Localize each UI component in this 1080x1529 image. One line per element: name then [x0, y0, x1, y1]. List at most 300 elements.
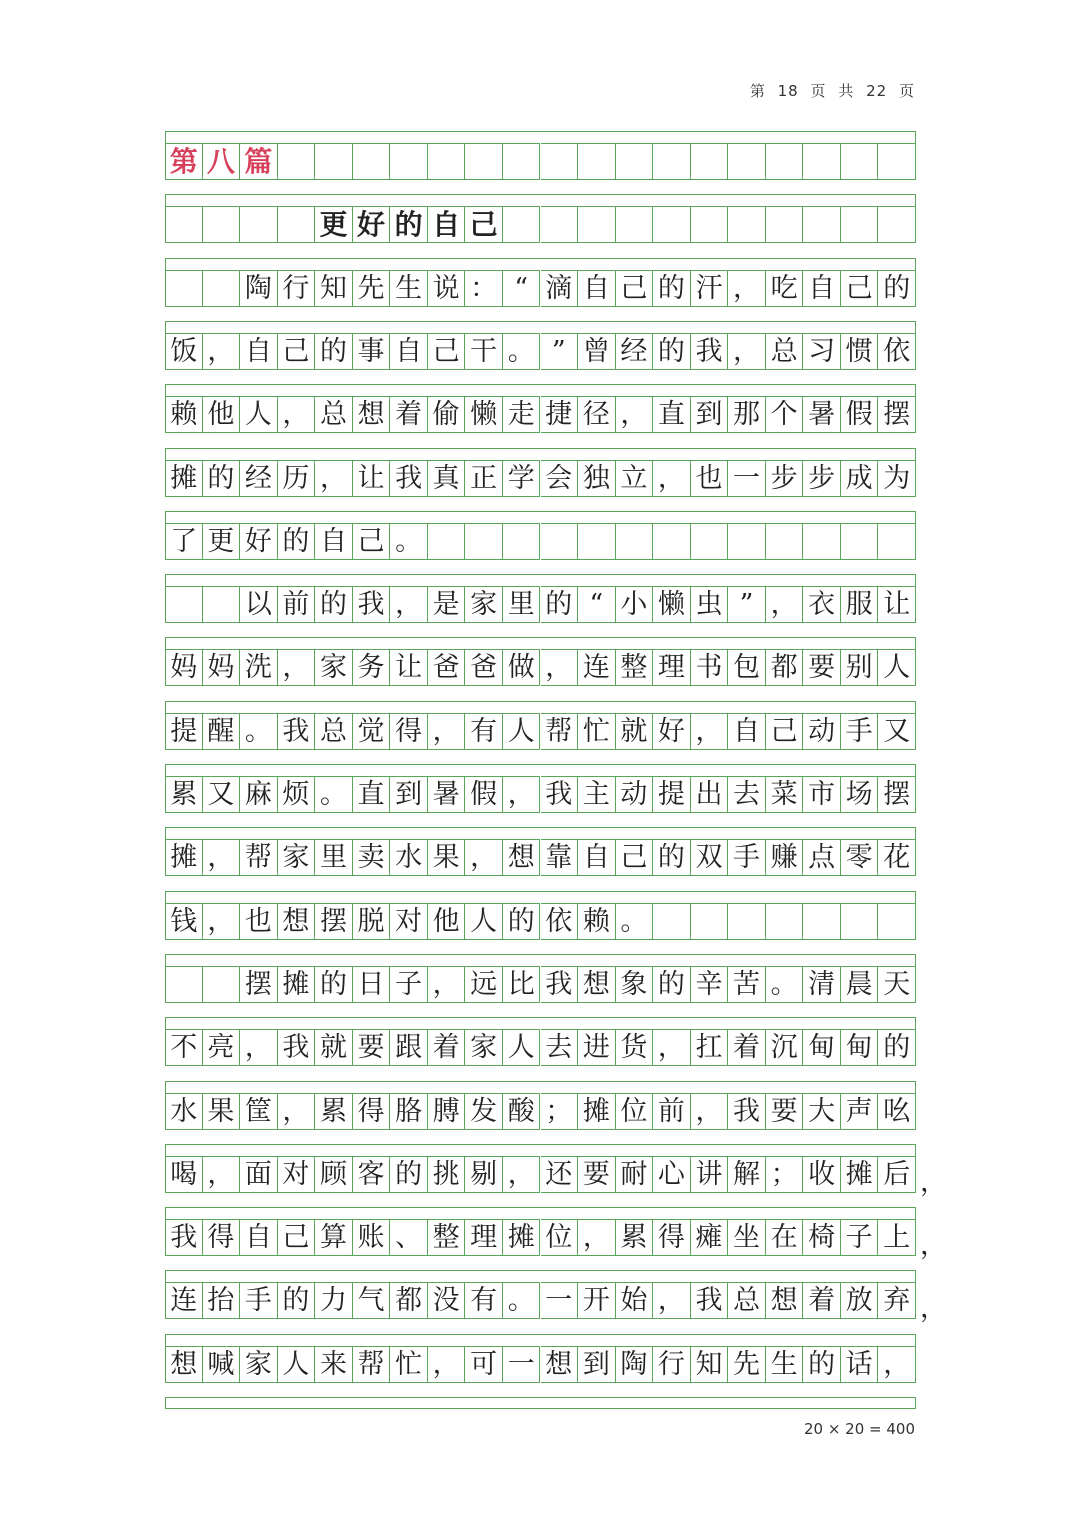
grid-cell: 家 [465, 586, 503, 623]
grid-cell: 赚 [766, 839, 804, 876]
grid-cell: 坐 [728, 1219, 766, 1256]
grid-cell: 学 [503, 460, 541, 497]
grid-cell: 点 [803, 839, 841, 876]
grid-cell: 总 [315, 713, 353, 750]
grid-cell: 说 [428, 270, 466, 307]
grid-cell: 吃 [766, 270, 804, 307]
grid-row [165, 143, 916, 180]
grid-cell: ， [578, 1219, 616, 1256]
grid-cell: 是 [428, 586, 466, 623]
grid-cell: 累 [616, 1219, 654, 1256]
grid-cell: 我 [165, 1219, 203, 1256]
grid-cell: 的 [278, 523, 316, 560]
grid-cell: 。 [503, 333, 541, 370]
grid-cell: 得 [390, 713, 428, 750]
grid-cell: 。 [315, 776, 353, 813]
grid-cell: 家 [465, 1029, 503, 1066]
grid-row-separator [165, 1081, 916, 1093]
grid-cell: 就 [315, 1029, 353, 1066]
grid-cell: 摊 [165, 460, 203, 497]
page-label: 页 [810, 82, 827, 100]
grid-cell: 在 [766, 1219, 804, 1256]
grid-cell: 的 [878, 1029, 916, 1066]
grid-cell: 觉 [353, 713, 391, 750]
grid-cell: 甸 [803, 1029, 841, 1066]
page-label: 共 [838, 82, 855, 100]
grid-cell: 摊 [841, 1156, 879, 1193]
page-label: 页 [898, 82, 915, 100]
grid-cell: 妈 [203, 649, 241, 686]
grid-cell [465, 523, 503, 560]
grid-row-separator [165, 448, 916, 460]
grid-cell: ， [653, 1029, 691, 1066]
grid-cell: 偷 [428, 396, 466, 433]
grid-cell: 花 [878, 839, 916, 876]
grid-cell: 第 [165, 143, 203, 180]
grid-cell: 走 [503, 396, 541, 433]
grid-cell: 先 [353, 270, 391, 307]
grid-cell: 也 [240, 903, 278, 940]
grid-bottom-border [165, 1397, 916, 1409]
grid-cell: 我 [728, 1093, 766, 1130]
grid-cell: 主 [578, 776, 616, 813]
grid-cell: 我 [541, 776, 579, 813]
grid-cell: ， [653, 1282, 691, 1319]
grid-cell: 甸 [841, 1029, 879, 1066]
grid-cell: 远 [465, 966, 503, 1003]
grid-cell: 步 [766, 460, 804, 497]
grid-cell: 提 [653, 776, 691, 813]
grid-cell: ， [203, 839, 241, 876]
grid-row-separator [165, 701, 916, 713]
grid-cell: ， [503, 1156, 541, 1193]
grid-cell: “ [578, 586, 616, 623]
grid-cell [503, 143, 541, 180]
grid-row [165, 839, 916, 876]
grid-cell: 滴 [541, 270, 579, 307]
grid-cell: 心 [653, 1156, 691, 1193]
composition-grid [165, 131, 947, 1398]
grid-cell: 累 [165, 776, 203, 813]
grid-cell: 子 [841, 1219, 879, 1256]
grid-cell [616, 206, 654, 243]
grid-cell: 他 [428, 903, 466, 940]
grid-cell: 直 [653, 396, 691, 433]
grid-cell: 后 [878, 1156, 916, 1193]
grid-cell: 。 [390, 523, 428, 560]
grid-cell [766, 903, 804, 940]
grid-cell: 饭 [165, 333, 203, 370]
grid-cell: 得 [353, 1093, 391, 1130]
grid-cell: 忙 [390, 1346, 428, 1383]
grid-cell [616, 143, 654, 180]
grid-cell: ， [503, 776, 541, 813]
grid-cell: 面 [240, 1156, 278, 1193]
grid-cell: 汗 [691, 270, 729, 307]
grid-cell: 为 [878, 460, 916, 497]
grid-cell [728, 523, 766, 560]
grid-cell: 的 [390, 1156, 428, 1193]
grid-cell: 象 [616, 966, 654, 1003]
grid-cell: 膊 [428, 1093, 466, 1130]
grid-cell: 更 [315, 206, 353, 243]
grid-cell: 的 [315, 333, 353, 370]
grid-cell: 人 [503, 713, 541, 750]
grid-cell [691, 903, 729, 940]
grid-cell [691, 523, 729, 560]
grid-cell: 好 [353, 206, 391, 243]
grid-cell: 生 [766, 1346, 804, 1383]
grid-cell: 了 [165, 523, 203, 560]
grid-row [165, 460, 916, 497]
grid-cell: ， [390, 586, 428, 623]
grid-cell: 连 [165, 1282, 203, 1319]
grid-cell: 小 [616, 586, 654, 623]
grid-cell: 又 [878, 713, 916, 750]
grid-cell: 有 [465, 1282, 503, 1319]
grid-cell [240, 206, 278, 243]
grid-cell [203, 586, 241, 623]
grid-cell: 己 [616, 270, 654, 307]
grid-cell: 的 [315, 966, 353, 1003]
grid-cell: 果 [203, 1093, 241, 1130]
grid-cell: 又 [203, 776, 241, 813]
grid-cell: 亮 [203, 1029, 241, 1066]
grid-cell: 别 [841, 649, 879, 686]
grid-cell: 依 [878, 333, 916, 370]
grid-row-separator [165, 574, 916, 586]
grid-cell: 双 [691, 839, 729, 876]
grid-cell: 讲 [691, 1156, 729, 1193]
grid-cell: ： [465, 270, 503, 307]
grid-cell: 提 [165, 713, 203, 750]
grid-cell: 苦 [728, 966, 766, 1003]
grid-cell: 包 [728, 649, 766, 686]
grid-cell: 的 [653, 966, 691, 1003]
overflow-punctuation: ， [920, 1166, 947, 1198]
grid-cell: 篇 [240, 143, 278, 180]
grid-cell: ， [465, 839, 503, 876]
grid-cell: 己 [278, 1219, 316, 1256]
grid-cell: 书 [691, 649, 729, 686]
grid-cell [653, 903, 691, 940]
grid-cell: 让 [390, 649, 428, 686]
grid-cell: 的 [878, 270, 916, 307]
grid-cell: 忙 [578, 713, 616, 750]
grid-cell: 假 [465, 776, 503, 813]
grid-cell [878, 903, 916, 940]
grid-cell: 去 [541, 1029, 579, 1066]
grid-cell: 大 [803, 1093, 841, 1130]
grid-cell: 瘫 [691, 1219, 729, 1256]
grid-cell: ” [728, 586, 766, 623]
grid-cell: ， [428, 1346, 466, 1383]
grid-cell: 位 [616, 1093, 654, 1130]
grid-cell: 日 [353, 966, 391, 1003]
grid-cell: 收 [803, 1156, 841, 1193]
grid-cell: 整 [428, 1219, 466, 1256]
grid-cell: 经 [240, 460, 278, 497]
grid-cell: 就 [616, 713, 654, 750]
grid-row-separator [165, 384, 916, 396]
grid-cell: 假 [841, 396, 879, 433]
grid-cell: 我 [353, 586, 391, 623]
grid-cell: 到 [578, 1346, 616, 1383]
grid-cell: 烦 [278, 776, 316, 813]
grid-cell: 先 [728, 1346, 766, 1383]
grid-cell: 我 [390, 460, 428, 497]
grid-cell: 一 [541, 1282, 579, 1319]
grid-cell: 解 [728, 1156, 766, 1193]
grid-cell [165, 966, 203, 1003]
grid-cell [578, 143, 616, 180]
grid-cell: 喊 [203, 1346, 241, 1383]
grid-cell [766, 523, 804, 560]
grid-cell: 清 [803, 966, 841, 1003]
grid-cell: 爸 [428, 649, 466, 686]
grid-row-separator [165, 954, 916, 966]
grid-cell: 摆 [315, 903, 353, 940]
grid-cell: 帮 [240, 839, 278, 876]
grid-cell: 里 [503, 586, 541, 623]
grid-cell: 陶 [240, 270, 278, 307]
grid-cell: 醒 [203, 713, 241, 750]
grid-cell: 剔 [465, 1156, 503, 1193]
grid-cell: 还 [541, 1156, 579, 1193]
grid-cell: 脱 [353, 903, 391, 940]
grid-row [165, 1093, 916, 1130]
grid-count-footer: 20 × 20 = 400 [803, 1420, 915, 1438]
grid-row-separator [165, 1144, 916, 1156]
grid-cell: 经 [616, 333, 654, 370]
grid-cell: 可 [465, 1346, 503, 1383]
grid-cell: 立 [616, 460, 654, 497]
grid-cell: 家 [240, 1346, 278, 1383]
grid-cell: 会 [541, 460, 579, 497]
grid-cell: 自 [428, 206, 466, 243]
grid-row [165, 903, 916, 940]
grid-cell: 成 [841, 460, 879, 497]
grid-cell: 手 [841, 713, 879, 750]
grid-cell: 着 [803, 1282, 841, 1319]
grid-cell: 我 [278, 713, 316, 750]
grid-cell: 赖 [165, 396, 203, 433]
grid-cell: 一 [503, 1346, 541, 1383]
grid-cell: ， [653, 460, 691, 497]
grid-cell: 惯 [841, 333, 879, 370]
grid-cell: 菜 [766, 776, 804, 813]
grid-cell: 手 [240, 1282, 278, 1319]
grid-cell: 正 [465, 460, 503, 497]
grid-cell: 曾 [578, 333, 616, 370]
grid-cell: 连 [578, 649, 616, 686]
grid-cell [841, 143, 879, 180]
grid-cell: 累 [315, 1093, 353, 1130]
grid-cell: 干 [465, 333, 503, 370]
grid-cell: 摊 [278, 966, 316, 1003]
grid-cell [203, 206, 241, 243]
grid-cell: 的 [278, 1282, 316, 1319]
grid-cell: 想 [278, 903, 316, 940]
grid-cell: 手 [728, 839, 766, 876]
grid-cell: 自 [728, 713, 766, 750]
grid-cell: 要 [803, 649, 841, 686]
grid-cell [803, 523, 841, 560]
grid-cell [653, 143, 691, 180]
grid-row-separator [165, 1270, 916, 1282]
grid-cell: 的 [315, 586, 353, 623]
grid-row-separator [165, 1207, 916, 1219]
grid-cell: 出 [691, 776, 729, 813]
grid-cell: 人 [465, 903, 503, 940]
grid-cell: ， [203, 333, 241, 370]
grid-cell: 来 [315, 1346, 353, 1383]
grid-cell: 自 [240, 1219, 278, 1256]
grid-cell: 己 [353, 523, 391, 560]
grid-cell: 历 [278, 460, 316, 497]
grid-cell: ， [728, 270, 766, 307]
grid-cell [803, 143, 841, 180]
grid-cell: 爸 [465, 649, 503, 686]
grid-cell: ； [766, 1156, 804, 1193]
grid-cell: ， [616, 396, 654, 433]
grid-cell [353, 143, 391, 180]
grid-cell: 己 [766, 713, 804, 750]
page-number [744, 80, 915, 101]
grid-cell [766, 143, 804, 180]
grid-cell [165, 270, 203, 307]
grid-cell: ， [278, 396, 316, 433]
grid-cell: 。 [766, 966, 804, 1003]
grid-cell: 的 [653, 839, 691, 876]
grid-cell [165, 206, 203, 243]
grid-cell: 前 [653, 1093, 691, 1130]
grid-cell [428, 143, 466, 180]
grid-cell: 自 [240, 333, 278, 370]
grid-cell: 衣 [803, 586, 841, 623]
grid-cell: 妈 [165, 649, 203, 686]
grid-cell: ， [541, 649, 579, 686]
grid-cell: 的 [503, 903, 541, 940]
grid-cell: 发 [465, 1093, 503, 1130]
grid-cell: 理 [465, 1219, 503, 1256]
grid-cell: 的 [653, 270, 691, 307]
grid-cell [541, 206, 579, 243]
grid-cell [503, 206, 541, 243]
grid-cell [841, 206, 879, 243]
grid-cell: 有 [465, 713, 503, 750]
grid-cell: 着 [728, 1029, 766, 1066]
grid-row-separator [165, 891, 916, 903]
grid-cell: 好 [240, 523, 278, 560]
grid-cell: 力 [315, 1282, 353, 1319]
grid-cell: 家 [278, 839, 316, 876]
grid-cell: 对 [278, 1156, 316, 1193]
grid-row [165, 1029, 916, 1066]
grid-cell: 摊 [165, 839, 203, 876]
grid-cell: 要 [578, 1156, 616, 1193]
grid-cell: 要 [353, 1029, 391, 1066]
grid-cell: 水 [165, 1093, 203, 1130]
grid-cell: 耐 [616, 1156, 654, 1193]
grid-cell: 暑 [803, 396, 841, 433]
grid-cell: 自 [578, 270, 616, 307]
grid-cell: 己 [428, 333, 466, 370]
grid-cell: 家 [315, 649, 353, 686]
overflow-punctuation: ， [920, 1293, 947, 1325]
grid-cell [841, 523, 879, 560]
grid-row [165, 713, 916, 750]
grid-cell: 客 [353, 1156, 391, 1193]
grid-cell [766, 206, 804, 243]
grid-cell [503, 523, 541, 560]
grid-cell: 总 [728, 1282, 766, 1319]
grid-cell [803, 903, 841, 940]
grid-cell [203, 966, 241, 1003]
grid-cell: 沉 [766, 1029, 804, 1066]
grid-cell: 到 [390, 776, 428, 813]
grid-cell: 动 [616, 776, 654, 813]
grid-cell: ， [728, 333, 766, 370]
grid-cell: 生 [390, 270, 428, 307]
grid-cell: 做 [503, 649, 541, 686]
grid-cell: 。 [503, 1282, 541, 1319]
grid-cell: 的 [653, 333, 691, 370]
grid-cell: 人 [878, 649, 916, 686]
grid-cell: 声 [841, 1093, 879, 1130]
grid-cell: ， [428, 713, 466, 750]
grid-cell: 自 [578, 839, 616, 876]
grid-cell: 习 [803, 333, 841, 370]
grid-cell [541, 143, 579, 180]
grid-cell: 。 [616, 903, 654, 940]
grid-row [165, 333, 916, 370]
grid-cell: 服 [841, 586, 879, 623]
grid-cell: 自 [803, 270, 841, 307]
grid-cell [278, 206, 316, 243]
grid-cell: 筐 [240, 1093, 278, 1130]
grid-cell: 依 [541, 903, 579, 940]
grid-row-separator [165, 511, 916, 523]
grid-cell [728, 206, 766, 243]
grid-cell: 暑 [428, 776, 466, 813]
grid-cell: 独 [578, 460, 616, 497]
grid-cell: 胳 [390, 1093, 428, 1130]
grid-row [165, 523, 916, 560]
grid-cell [165, 586, 203, 623]
grid-row-separator [165, 321, 916, 333]
grid-row [165, 1346, 916, 1383]
grid-cell: 到 [691, 396, 729, 433]
grid-cell [803, 206, 841, 243]
grid-cell: 行 [278, 270, 316, 307]
grid-cell: 想 [165, 1346, 203, 1383]
grid-cell: 天 [878, 966, 916, 1003]
grid-cell: 懒 [653, 586, 691, 623]
grid-cell [315, 143, 353, 180]
grid-cell: 都 [390, 1282, 428, 1319]
grid-row [165, 206, 916, 243]
grid-cell: 径 [578, 396, 616, 433]
grid-cell: 步 [803, 460, 841, 497]
grid-cell [465, 143, 503, 180]
grid-cell: 水 [390, 839, 428, 876]
grid-cell: 酸 [503, 1093, 541, 1130]
grid-cell: 想 [766, 1282, 804, 1319]
grid-row [165, 649, 916, 686]
grid-row-separator [165, 764, 916, 776]
grid-cell: 气 [353, 1282, 391, 1319]
